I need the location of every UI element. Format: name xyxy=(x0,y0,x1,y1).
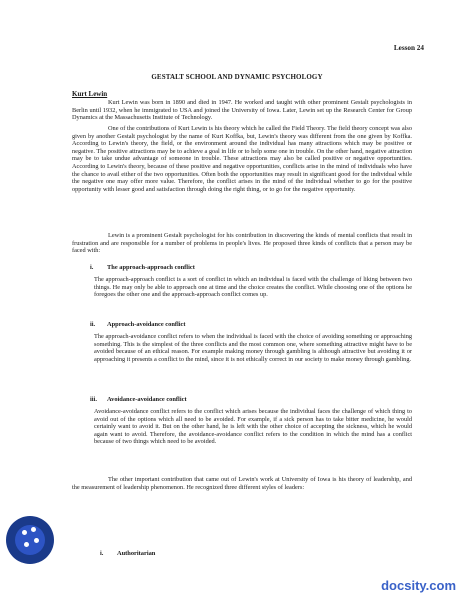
conflict-text-2: The approach-avoidance conflict refers to when the individual is faced with the choice of avoiding something or approaching something. This is the simplest of the three conflicts and the most common one, where something attractive might have to be avoided because of an ethical reason. For example making money through gambling is although attractive but avoiding it or approaching it presents a conflict to the mind, since it is not ethically correct in our society to make money through gambling. xyxy=(94,333,412,363)
logo-dot xyxy=(31,527,36,532)
conflict-number: i. xyxy=(90,264,94,271)
logo-dot xyxy=(34,538,39,543)
docsity-logo-icon[interactable] xyxy=(6,516,54,564)
conflict-title: Avoidance-avoidance conflict xyxy=(107,396,187,403)
docsity-brand-link[interactable]: docsity.com xyxy=(381,578,456,593)
section-heading: Kurt Lewin xyxy=(72,90,108,98)
conflict-number: iii. xyxy=(90,396,97,403)
paragraph-leadership: The other important contribution that came out of Lewin's work at University of Iowa is his theory of leadership, and the measurement of leadership phenomenon. He recognized three different styles of leaders: xyxy=(72,476,412,491)
logo-dot xyxy=(24,542,29,547)
paragraph-field-theory: One of the contributions of Kurt Lewin is his theory which he called the Field Theory. The field theory concept was also given by another Gestalt psychologist by the name of Kurt Koffka, but, Lewin's theory was different from the one given by Koffka. According to Lewin's theory, the field, or the environment around the individual has many attractions which may be positive or negative. The positive attractions may be to achieve a goal in life or to help some one in trouble. On the other hand, negative attraction may be to take undue advantage of someone in trouble. These attractions may also be called positive or negative opportunities. According to Lewin's theory, because of these positive and negative opportunities, conflicts arise in the mind of individuals who have the chance to avail either of the two opportunities. Often both the opportunities may result in significant good for the individual while the negative one may offer more value. Therefore, the conflict arises in the mind of the individual whether to go for the positive opportunity with lesser good and satisfaction through doing the right thing, or to go for the negative opportunity. xyxy=(72,125,412,193)
leader-style-heading xyxy=(100,550,155,557)
conflict-title: Approach-avoidance conflict xyxy=(107,321,186,328)
conflict-text-3: Avoidance-avoidance conflict refers to the conflict which arises because the individual faces the challenge of which thing to avoid out of the options which all need to be avoided. For example, if a sick person has to take bitter medicine, he would certainly want to avoid it. But on the other hand, he is left with the other choice of accepting the sickness, which he would again want to avoid. Therefore, the avoidance-avoidance conflict refers to the condition in which the mind has a conflict because of two things which need to be avoided. xyxy=(94,408,412,446)
conflict-title: The approach-approach conflict xyxy=(107,264,195,271)
document-title: GESTALT SCHOOL AND DYNAMIC PSYCHOLOGY xyxy=(151,73,323,81)
conflict-text-1: The approach-approach conflict is a sort of conflict in which an individual is faced with the challenge of liking between two things. He may only be able to approach one at time and the choice creates the conflict. While choosing one of the options he foregoes the other one and the approach-approach conflict comes up. xyxy=(94,276,412,299)
paragraph-conflicts-intro: Lewin is a prominent Gestalt psychologist for his contribution in discovering the kinds of mental conflicts that result in frustration and are responsible for a number of problems in people's lives. He proposed three kinds of conflicts that a person may be faced with: xyxy=(72,232,412,255)
conflict-number: ii. xyxy=(90,321,96,328)
conflict-heading-2 xyxy=(90,321,186,328)
logo-dot xyxy=(22,530,27,535)
lesson-number: Lesson 24 xyxy=(393,44,424,52)
leader-style-number: i. xyxy=(100,550,104,557)
conflict-heading-1 xyxy=(90,264,195,271)
logo-inner-circle xyxy=(15,525,45,555)
leader-style-title: Authoritarian xyxy=(117,550,156,557)
conflict-heading-3 xyxy=(90,396,187,403)
paragraph-biography: Kurt Lewin was born in 1890 and died in 1947. He worked and taught with other prominent Gestalt psychologists in Berlin until 1932, when he immigrated to USA and joined the University of Iowa. Later, Lewin set up the Research Center for Group Dynamics at the Massachusetts Institute of Technology. xyxy=(72,99,412,122)
